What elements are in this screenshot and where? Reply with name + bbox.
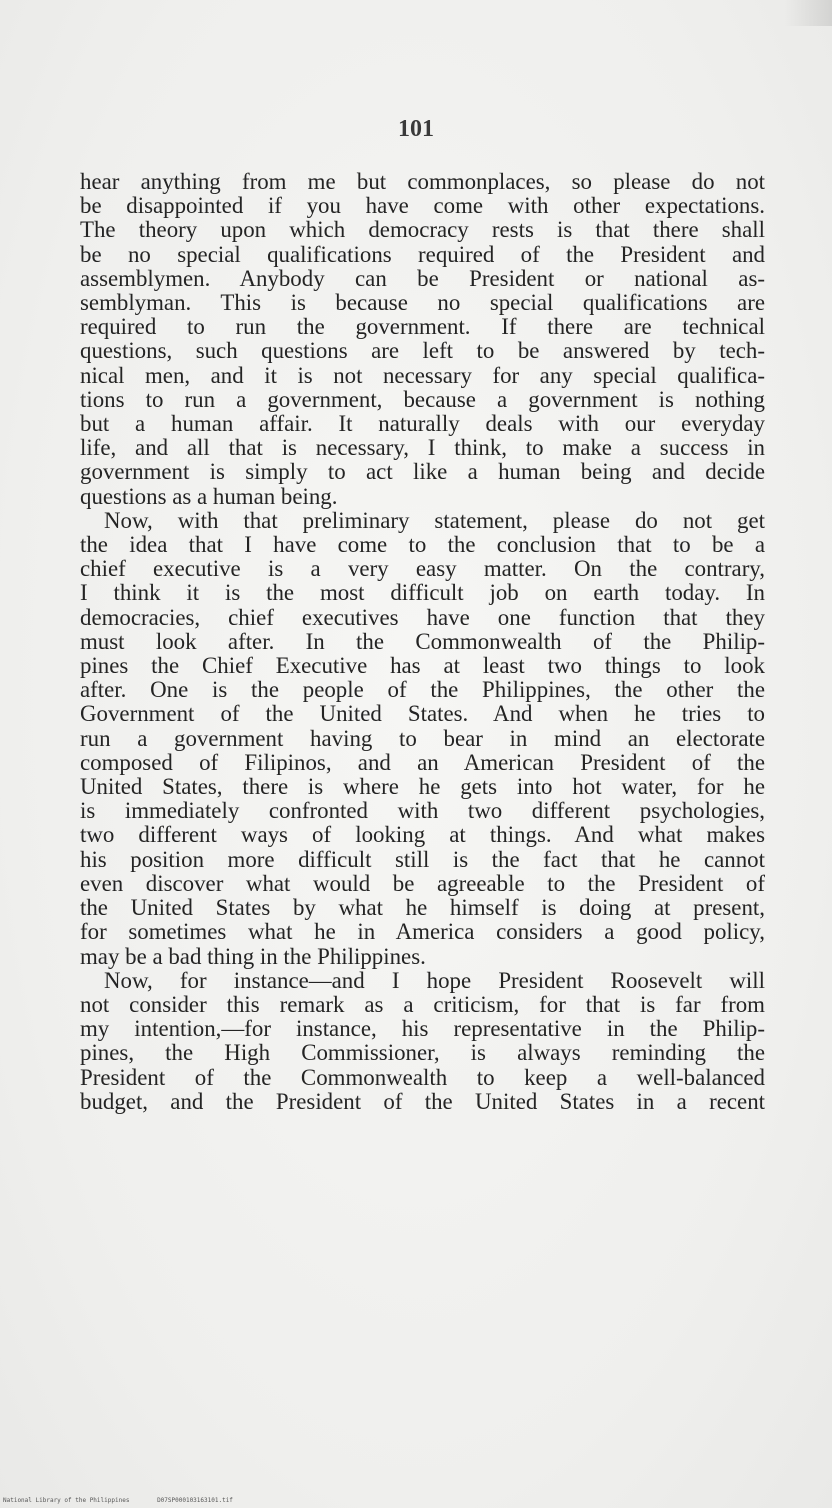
paragraph-start-line: Now, with that preliminary statement, please do not get xyxy=(104,507,765,533)
footer-file-name: D07SP000103163101.tif xyxy=(157,1497,233,1504)
scan-edge-shadow xyxy=(784,0,832,26)
text-line: pines, the High Commissioner, is always reminding the xyxy=(80,1040,765,1066)
paragraph-start-line: Now, for instance—and I hope President Roosevelt will xyxy=(104,967,765,993)
text-line: be no special qualifications required of the President and xyxy=(80,241,765,267)
text-line: I think it is the most difficult job on earth today. In xyxy=(80,580,765,606)
text-line: semblyman. This is because no special qualifications are xyxy=(80,290,765,316)
text-line: The theory upon which democracy rests is that there shall xyxy=(80,217,765,243)
text-line: chief executive is a very easy matter. On the contrary, xyxy=(80,556,765,582)
text-line: assemblymen. Anybody can be President or national as- xyxy=(80,265,765,291)
page-number: 101 xyxy=(398,116,434,142)
text-line: composed of Filipinos, and an American President of the xyxy=(80,749,765,775)
text-line: United States, there is where he gets into hot water, for he xyxy=(80,774,765,800)
text-line: but a human affair. It naturally deals with our everyday xyxy=(80,411,765,437)
text-line: the United States by what he himself is doing at present, xyxy=(80,895,765,921)
text-line: questions, such questions are left to be answered by tech- xyxy=(80,338,765,364)
text-line: tions to run a government, because a government is nothing xyxy=(80,386,765,412)
text-line: budget, and the President of the United States in a recent xyxy=(80,1088,765,1114)
text-line: life, and all that is necessary, I think, to make a success in xyxy=(80,435,765,461)
text-line: may be a bad thing in the Philippines. xyxy=(80,943,426,969)
text-line: hear anything from me but commonplaces, so please do not xyxy=(80,169,765,194)
text-line: my intention,—for instance, his representative in the Philip- xyxy=(80,1016,765,1042)
text-line: two different ways of looking at things. And what makes xyxy=(80,822,765,848)
text-line: run a government having to bear in mind an electorate xyxy=(80,725,765,751)
text-line: the idea that I have come to the conclusion that to be a xyxy=(80,532,765,558)
text-line: President of the Commonwealth to keep a well-balanced xyxy=(80,1064,765,1090)
footer-library-name: National Library of the Philippines xyxy=(3,1497,130,1504)
text-line: be disappointed if you have come with other expectations. xyxy=(80,193,765,219)
body-text xyxy=(80,170,765,1114)
text-line: for sometimes what he in America considers a good policy, xyxy=(80,919,765,945)
text-line: must look after. In the Commonwealth of the Philip- xyxy=(80,628,765,654)
text-line: even discover what would be agreeable to the President of xyxy=(80,870,765,896)
text-line: after. One is the people of the Philippines, the other the xyxy=(80,677,765,703)
text-line: required to run the government. If there are technical xyxy=(80,314,765,340)
text-line: his position more difficult still is the fact that he cannot xyxy=(80,846,765,872)
text-line: is immediately confronted with two different psychologies, xyxy=(80,798,765,824)
text-line: government is simply to act like a human being and decide xyxy=(80,459,765,485)
text-line: democracies, chief executives have one function that they xyxy=(80,604,765,630)
text-line: not consider this remark as a criticism, for that is far from xyxy=(80,991,765,1017)
text-line: pines the Chief Executive has at least two things to look xyxy=(80,653,765,679)
text-line: questions as a human being. xyxy=(80,483,338,509)
scan-footer xyxy=(3,1497,257,1504)
text-line: nical men, and it is not necessary for any special qualifica- xyxy=(80,362,765,388)
text-line: Government of the United States. And when he tries to xyxy=(80,701,765,727)
